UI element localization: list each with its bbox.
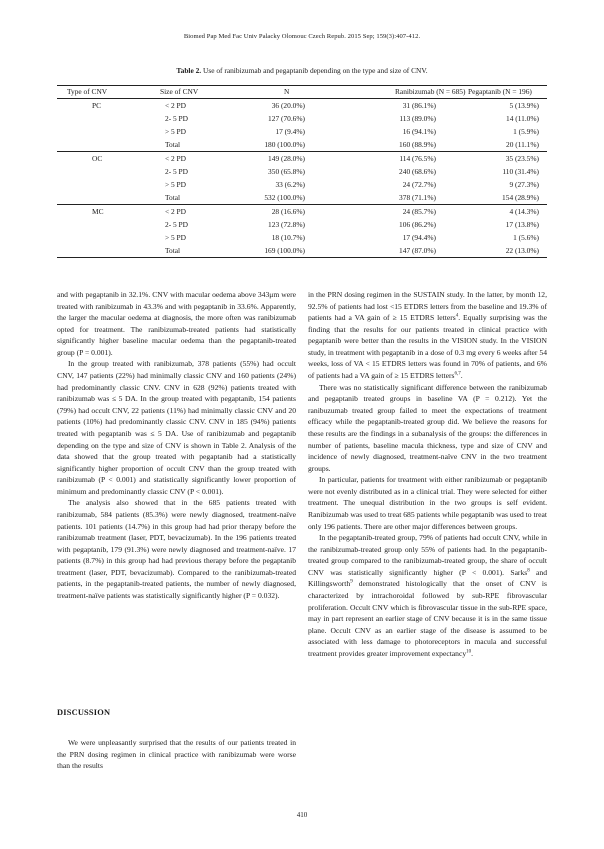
cell-ranibizumab: 378 (71.1%) xyxy=(399,193,436,202)
right-paragraph-3: In particular, patients for treatment with either ranibizumab or pegaptanib were not evenly distributed as in a clinical trial. They were selected for either treatment. The unequal distribution in the two groups is self evident. Ranibizumab was used to treat 685 patients while pegaptanib was used to treat only 196 patients. There are other major differences between groups. xyxy=(308,475,547,531)
cell-type: OC xyxy=(92,154,103,163)
cell-n: 36 (20.0%) xyxy=(271,101,305,110)
right-column xyxy=(308,289,547,660)
cell-ranibizumab: 24 (85.7%) xyxy=(402,207,436,216)
cell-pegaptanib: 35 (23.5%) xyxy=(505,154,539,163)
cell-pegaptanib: 110 (31.4%) xyxy=(502,167,539,176)
cell-pegaptanib: 154 (28.9%) xyxy=(502,193,539,202)
cell-pegaptanib: 4 (14.3%) xyxy=(509,207,539,216)
cell-ranibizumab: 16 (94.1%) xyxy=(402,127,436,136)
cell-n: 532 (100.0%) xyxy=(264,193,305,202)
cell-ranibizumab: 17 (94.4%) xyxy=(402,233,436,242)
table-header-rule xyxy=(57,98,547,99)
cell-pegaptanib: 17 (13.8%) xyxy=(505,220,539,229)
header-size: Size of CNV xyxy=(160,87,199,96)
cell-size: 2- 5 PD xyxy=(165,167,188,176)
cell-size: Total xyxy=(165,193,181,202)
cell-n: 123 (72.8%) xyxy=(268,220,305,229)
table-top-rule xyxy=(57,85,547,86)
cell-size: < 2 PD xyxy=(165,207,187,216)
table-caption xyxy=(0,66,604,75)
cell-size: 2- 5 PD xyxy=(165,220,188,229)
cell-ranibizumab: 147 (87.0%) xyxy=(399,246,436,255)
left-paragraph-2: In the group treated with ranibizumab, 378 patients (55%) had occult CNV, 147 patients (22%) had minimally classic CNV and 160 patients (24%) had predominantly classic CNV. CNV in 628 (92%) patients treated with ranibizumab was ≤ 5 DA. In the group treated with pegaptanib, 154 patients (79%) had occult CNV, 22 patients (11%) had minimally classic CNV and 20 patients (10%) had predominantly classic CNV. CNV in 185 (94%) patients treated with pegaptanib was ≤ 5 DA. Use of ranibizumab and pegaptanib depending on the type and size of CNV is shown in Table 2. Analysis of the data showed that the group treated with pegaptanib had a statistically significantly higher proportion of occult CNV than the group treated with ranibizumab (P < 0.001) and statistically significantly lower proportion of minimum and predominantly classic CNV (P < 0.001). xyxy=(57,359,296,496)
cell-size: Total xyxy=(165,246,181,255)
cell-type: PC xyxy=(92,101,102,110)
right-paragraph-4: In the pegaptanib-treated group, 79% of patients had occult CNV, while in the ranibizumab-treated group only 55% of patients had. In the pegaptanib-treated group compared to the ranibizumab-treated group, the share of occult CNV was statistically significantly higher (P < 0.001). Sarks$^8$ and Killingsworth$^9$ demonstrated histologically that the onset of CNV is characterized by intrachoroidal followed by sub-RPE fibrovascular proliferation. Occult CNV which is fibrovascular tissue in the sub-RPE space, may in part represent an earlier stage of CNV because it is in the same tissue plane. Occult CNV as an earlier stage of the disease is assumed to be associated with less damage to photoreceptors in macula and successful treatment provides greater improvement expectancy$^{10}$. xyxy=(308,533,547,658)
cell-size: > 5 PD xyxy=(165,180,187,189)
cell-ranibizumab: 160 (88.9%) xyxy=(399,140,436,149)
cell-ranibizumab: 106 (86.2%) xyxy=(399,220,436,229)
cell-n: 17 (9.4%) xyxy=(275,127,305,136)
discussion-heading: DISCUSSION xyxy=(57,708,111,717)
header-ranibizumab: Ranibizumab (N = 685) xyxy=(395,87,466,96)
header-type: Type of CNV xyxy=(67,87,108,96)
cell-type: MC xyxy=(92,207,104,216)
left-column xyxy=(57,289,296,602)
right-paragraph-1: in the PRN dosing regimen in the SUSTAIN study. In the latter, by month 12, 92.5% of patients had lost <15 ETDRS letters from the baseline and 19.3% of patients had a VA gain of ≥ 15 ETDRS letters$^4$. Equally surprising was the finding that the results for our patients treated in clinical practice with pegaptanib were better than the results in the VISION study. In the VISION study, in treatment with pegaptanib in a dose of 0.3 mg every 6 weeks after 54 weeks, loss of VA < 15 ETDRS letters was found in 70% of patients, and 6% of patients had a VA gain of ≥ 15 ETDRS letters$^{6,7}$. xyxy=(308,290,547,381)
discussion-paragraph: We were unpleasantly surprised that the results of our patients treated in the PRN dosing regimen in clinical practice with ranibizumab were worse than the results xyxy=(57,738,296,771)
cell-n: 18 (10.7%) xyxy=(271,233,305,242)
cell-size: < 2 PD xyxy=(165,154,187,163)
cell-pegaptanib: 20 (11.1%) xyxy=(506,140,539,149)
left-paragraph-1: and with pegaptanib in 32.1%. CNV with macular oedema above 343μm were treated with ranibizumab in 43.3% and with pegaptanib in 33.6%. Apparently, the larger the macular oedema at diagnosis, the more often was ranibizumab opted for treatment. The ranibizumab-treated patients had statistically significantly higher baseline macular oedema than the pegaptanib-treated group (P = 0.001). xyxy=(57,290,296,357)
table-caption-text: Use of ranibizumab and pegaptanib depending on the type and size of CNV. xyxy=(203,66,428,75)
cell-n: 28 (16.6%) xyxy=(271,207,305,216)
left-paragraph-3: The analysis also showed that in the 685 patients treated with ranibizumab, 584 patients (85.3%) were newly diagnosed, treatment-naïve patients. 101 patients (14.7%) in this group had had prior therapy before the ranibizumab treatment (laser, PDT, bevacizumab). In the 196 patients treated with pegaptanib, 179 (91.3%) were newly diagnosed and treatment-naïve. 17 patients (8.7%) in this group had had previous therapy before the pegaptanib treatment (laser, PDT, bevacizumab). Compared to the ranibizumab-treated patients, in the pegaptanib-treated patients, the number of newly diagnosed, treatment-naïve patients was statistically significantly higher (P = 0.032). xyxy=(57,498,296,601)
cell-n: 127 (70.6%) xyxy=(268,114,305,123)
cell-pegaptanib: 1 (5.6%) xyxy=(513,233,539,242)
cell-ranibizumab: 114 (76.5%) xyxy=(399,154,436,163)
page-number: 410 xyxy=(296,811,308,819)
table-group-rule-2 xyxy=(57,204,547,205)
cell-pegaptanib: 22 (13.0%) xyxy=(505,246,539,255)
header-pegaptanib: Pegaptanib (N = 196) xyxy=(468,87,532,96)
cell-n: 169 (100.0%) xyxy=(264,246,305,255)
cell-n: 33 (6.2%) xyxy=(275,180,305,189)
cell-size: Total xyxy=(165,140,181,149)
cell-pegaptanib: 14 (11.0%) xyxy=(506,114,539,123)
cell-size: > 5 PD xyxy=(165,233,187,242)
cell-size: > 5 PD xyxy=(165,127,187,136)
cell-ranibizumab: 240 (68.6%) xyxy=(399,167,436,176)
cell-n: 180 (100.0%) xyxy=(264,140,305,149)
running-head: Biomed Pap Med Fac Univ Palacky Olomouc Czech Repub. 2015 Sep; 159(3):407-412. xyxy=(183,33,421,40)
cell-pegaptanib: 5 (13.9%) xyxy=(509,101,539,110)
cell-pegaptanib: 1 (5.9%) xyxy=(513,127,539,136)
left-column-discussion xyxy=(57,737,296,772)
cell-ranibizumab: 113 (89.0%) xyxy=(399,114,436,123)
cell-ranibizumab: 31 (86.1%) xyxy=(402,101,436,110)
cell-ranibizumab: 24 (72.7%) xyxy=(402,180,436,189)
cell-n: 350 (65.8%) xyxy=(268,167,305,176)
table-bottom-rule xyxy=(57,257,547,258)
table-group-rule-1 xyxy=(57,151,547,152)
cell-n: 149 (28.0%) xyxy=(268,154,305,163)
table-label: Table 2. xyxy=(176,66,202,75)
right-paragraph-2: There was no statistically significant difference between the ranibizumab and pegaptanib treated groups in baseline VA (P = 0.212). Yet the ranibuzumab treated group failed to meet the expectations of treatment efficacy while the pegaptanib-treated group did. We believe the reasons for these results are the findings in a subanalysis of the groups: the differences in number of patients, baseline macula thickness, type and size of CNV and incidence of newly diagnosed, treatment-naïve CNV in the two treatment groups. xyxy=(308,382,547,473)
cell-size: 2- 5 PD xyxy=(165,114,188,123)
cell-size: < 2 PD xyxy=(165,101,187,110)
cell-pegaptanib: 9 (27.3%) xyxy=(509,180,539,189)
header-n: N xyxy=(284,87,290,96)
